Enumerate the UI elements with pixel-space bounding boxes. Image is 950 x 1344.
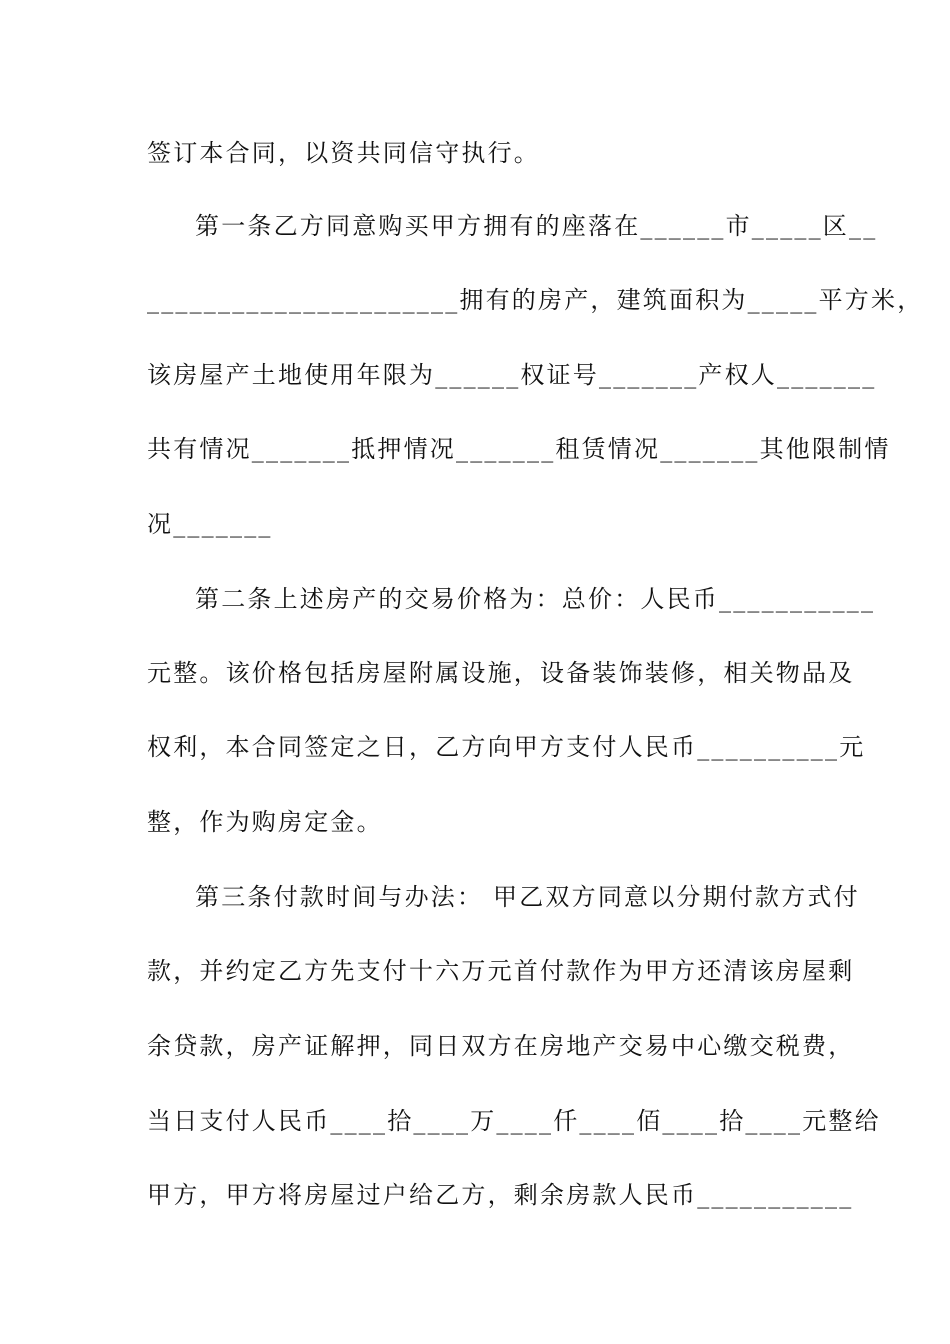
text-line: 余贷款，房产证解押，同日双方在房地产交易中心缴交税费， — [147, 1032, 855, 1060]
text-line: 第一条乙方同意购买甲方拥有的座落在______市_____区__ — [195, 212, 878, 240]
text-line: 第三条付款时间与办法： 甲乙双方同意以分期付款方式付 — [195, 883, 860, 911]
text-line: 该房屋产土地使用年限为______权证号_______产权人_______ — [147, 361, 877, 389]
text-line: 第二条上述房产的交易价格为：总价：人民币___________ — [195, 585, 876, 613]
text-line: ______________________拥有的房产，建筑面积为_____平方米， — [147, 286, 924, 314]
text-line: 甲方，甲方将房屋过户给乙方，剩余房款人民币___________ — [147, 1181, 854, 1209]
text-line: 整，作为购房定金。 — [147, 808, 383, 836]
text-line: 款，并约定乙方先支付十六万元首付款作为甲方还清该房屋剩 — [147, 957, 855, 985]
text-line: 签订本合同，以资共同信守执行。 — [147, 139, 540, 167]
text-line: 元整。该价格包括房屋附属设施，设备装饰装修，相关物品及 — [147, 659, 855, 687]
text-line: 共有情况_______抵押情况_______租赁情况_______其他限制情 — [147, 435, 891, 463]
text-line: 况_______ — [147, 510, 273, 538]
text-line: 当日支付人民币____拾____万____仟____佰____拾____元整给 — [147, 1107, 881, 1135]
text-line: 权利，本合同签定之日，乙方向甲方支付人民币__________元 — [147, 733, 866, 761]
